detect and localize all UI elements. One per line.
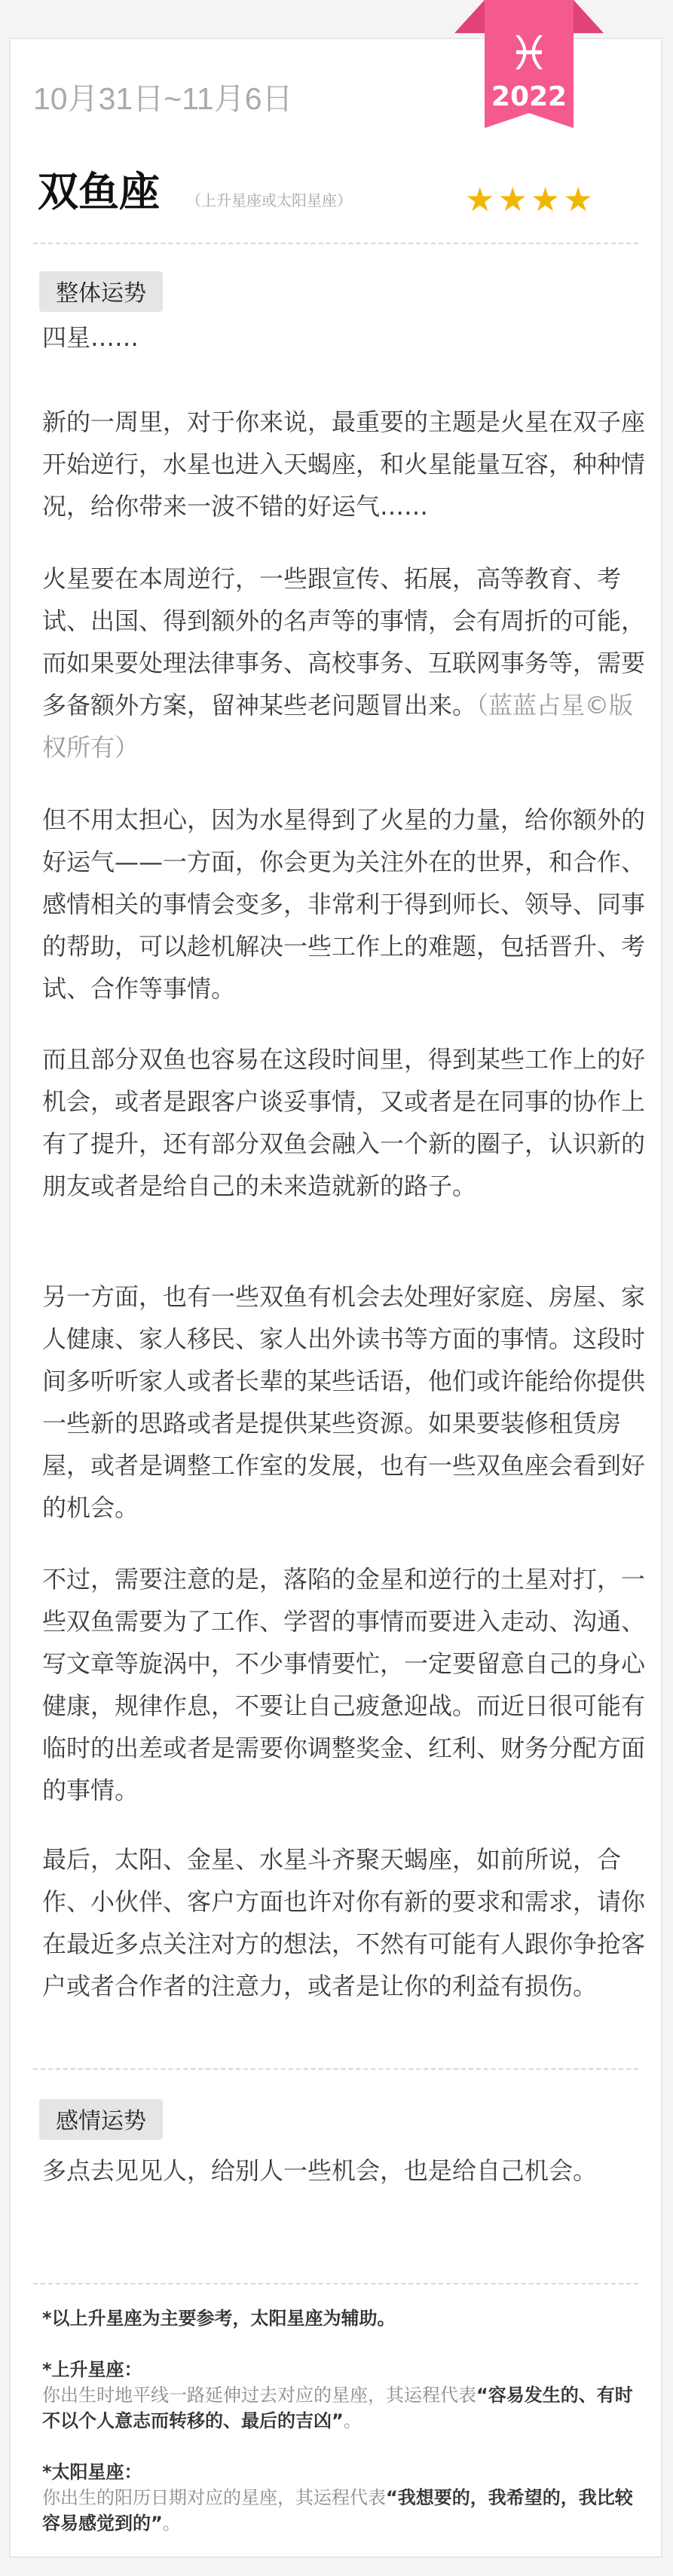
overall-paragraph: 而且部分双鱼也容易在这段时间里，得到某些工作上的好机会，或者是跟客户谈妥事情，又或者是在同事的协作上有了提升，还有部分双鱼会融入一个新的圈子，认识新的朋友或者是给自己的未来造就新的路子。 xyxy=(42,1045,646,1200)
love-paragraph: 多点去见见人，给别人一些机会，也是给自己机会。 xyxy=(42,2156,598,2185)
overall-paragraph: 但不用太担心，因为水星得到了火星的力量，给你额外的好运气——一方面，你会更为关注外在的世界，和合作、感情相关的事情会变多，非常利于得到师长、领导、同事的帮助，可以趁机解决一些工作上的难题，包括晋升、考试、合作等事情。 xyxy=(42,805,646,1003)
overall-paragraph: 四星…… xyxy=(42,323,139,352)
date-range: 10月31日~11月6日 xyxy=(33,81,293,116)
divider-middle xyxy=(33,2068,638,2070)
sign-note: （上升星座或太阳星座） xyxy=(186,191,352,209)
divider-top xyxy=(33,243,638,244)
note-main: *以上升星座为主要参考，太阳星座为辅助。 xyxy=(42,2308,396,2329)
note-rising: *上升星座： 你出生时地平线一路延伸过去对应的星座，其运程代表“容易发生的、有时不以个人意志而转移的、最后的吉凶”。 xyxy=(42,2359,633,2431)
overall-paragraph: 新的一周里，对于你来说，最重要的主题是火星在双子座开始逆行，水星也进入天蝎座，和火星能量互容，种种情况，给你带来一波不错的好运气…… xyxy=(42,408,646,521)
copyright-credit: （蓝蓝占星©版权所有） xyxy=(42,691,634,762)
divider-bottom xyxy=(33,2283,638,2284)
rating-stars-icon: ★★★★ xyxy=(465,181,596,219)
sign-title: 双鱼座 xyxy=(38,168,160,215)
overall-paragraph: 另一方面，也有一些双鱼有机会去处理好家庭、房屋、家人健康、家人移民、家人出外读书等方面的事情。这段时间多听听家人或者长辈的某些话语，他们或许能给你提供一些新的思路或者是提供某些资源。如果要装修租赁房屋，或者是调整工作室的发展，也有一些双鱼座会看到好的机会。 xyxy=(42,1282,646,1522)
note-rising-title: *上升星座： xyxy=(42,2359,142,2380)
note-sun: *太阳星座： 你出生的阳历日期对应的星座，其运程代表“我想要的，我希望的，我比较容易感觉到的”。 xyxy=(42,2461,633,2534)
overall-paragraph: 不过，需要注意的是，落陷的金星和逆行的土星对打，一些双鱼需要为了工作、学習的事情而要进入走动、沟通、写文章等旋涡中，不少事情要忙，一定要留意自己的身心健康，规律作息，不要让自己疲惫迎战。而近日很可能有临时的出差或者是需要你调整奖金、红利、财务分配方面的事情。 xyxy=(42,1565,646,1804)
love-tag: 感情运势 xyxy=(39,2099,163,2140)
year-label: 2022 xyxy=(491,81,567,112)
overall-paragraph: 最后，太阳、金星、水星斗齐聚天蝎座，如前所说，合作、小伙伴、客户方面也许对你有新的要求和需求，请你在最近多点关注对方的想法，不然有可能有人跟你争抢客户或者合作者的注意力，或者是让你的利益有损伤。 xyxy=(42,1845,646,2000)
overall-paragraph: 火星要在本周逆行，一些跟宣传、拓展，高等教育、考试、出国、得到额外的名声等的事情，会有周折的可能，而如果要处理法律事务、高校事务、互联网事务等，需要多备额外方案，留神某些老问题冒出来。（蓝蓝占星©版权所有） xyxy=(42,564,646,762)
note-sun-title: *太阳星座： xyxy=(42,2461,142,2483)
pisces-symbol-icon: ♓ xyxy=(508,26,550,81)
overall-tag: 整体运势 xyxy=(39,271,163,312)
year-ribbon xyxy=(454,0,604,134)
ribbon-shape xyxy=(454,0,604,134)
